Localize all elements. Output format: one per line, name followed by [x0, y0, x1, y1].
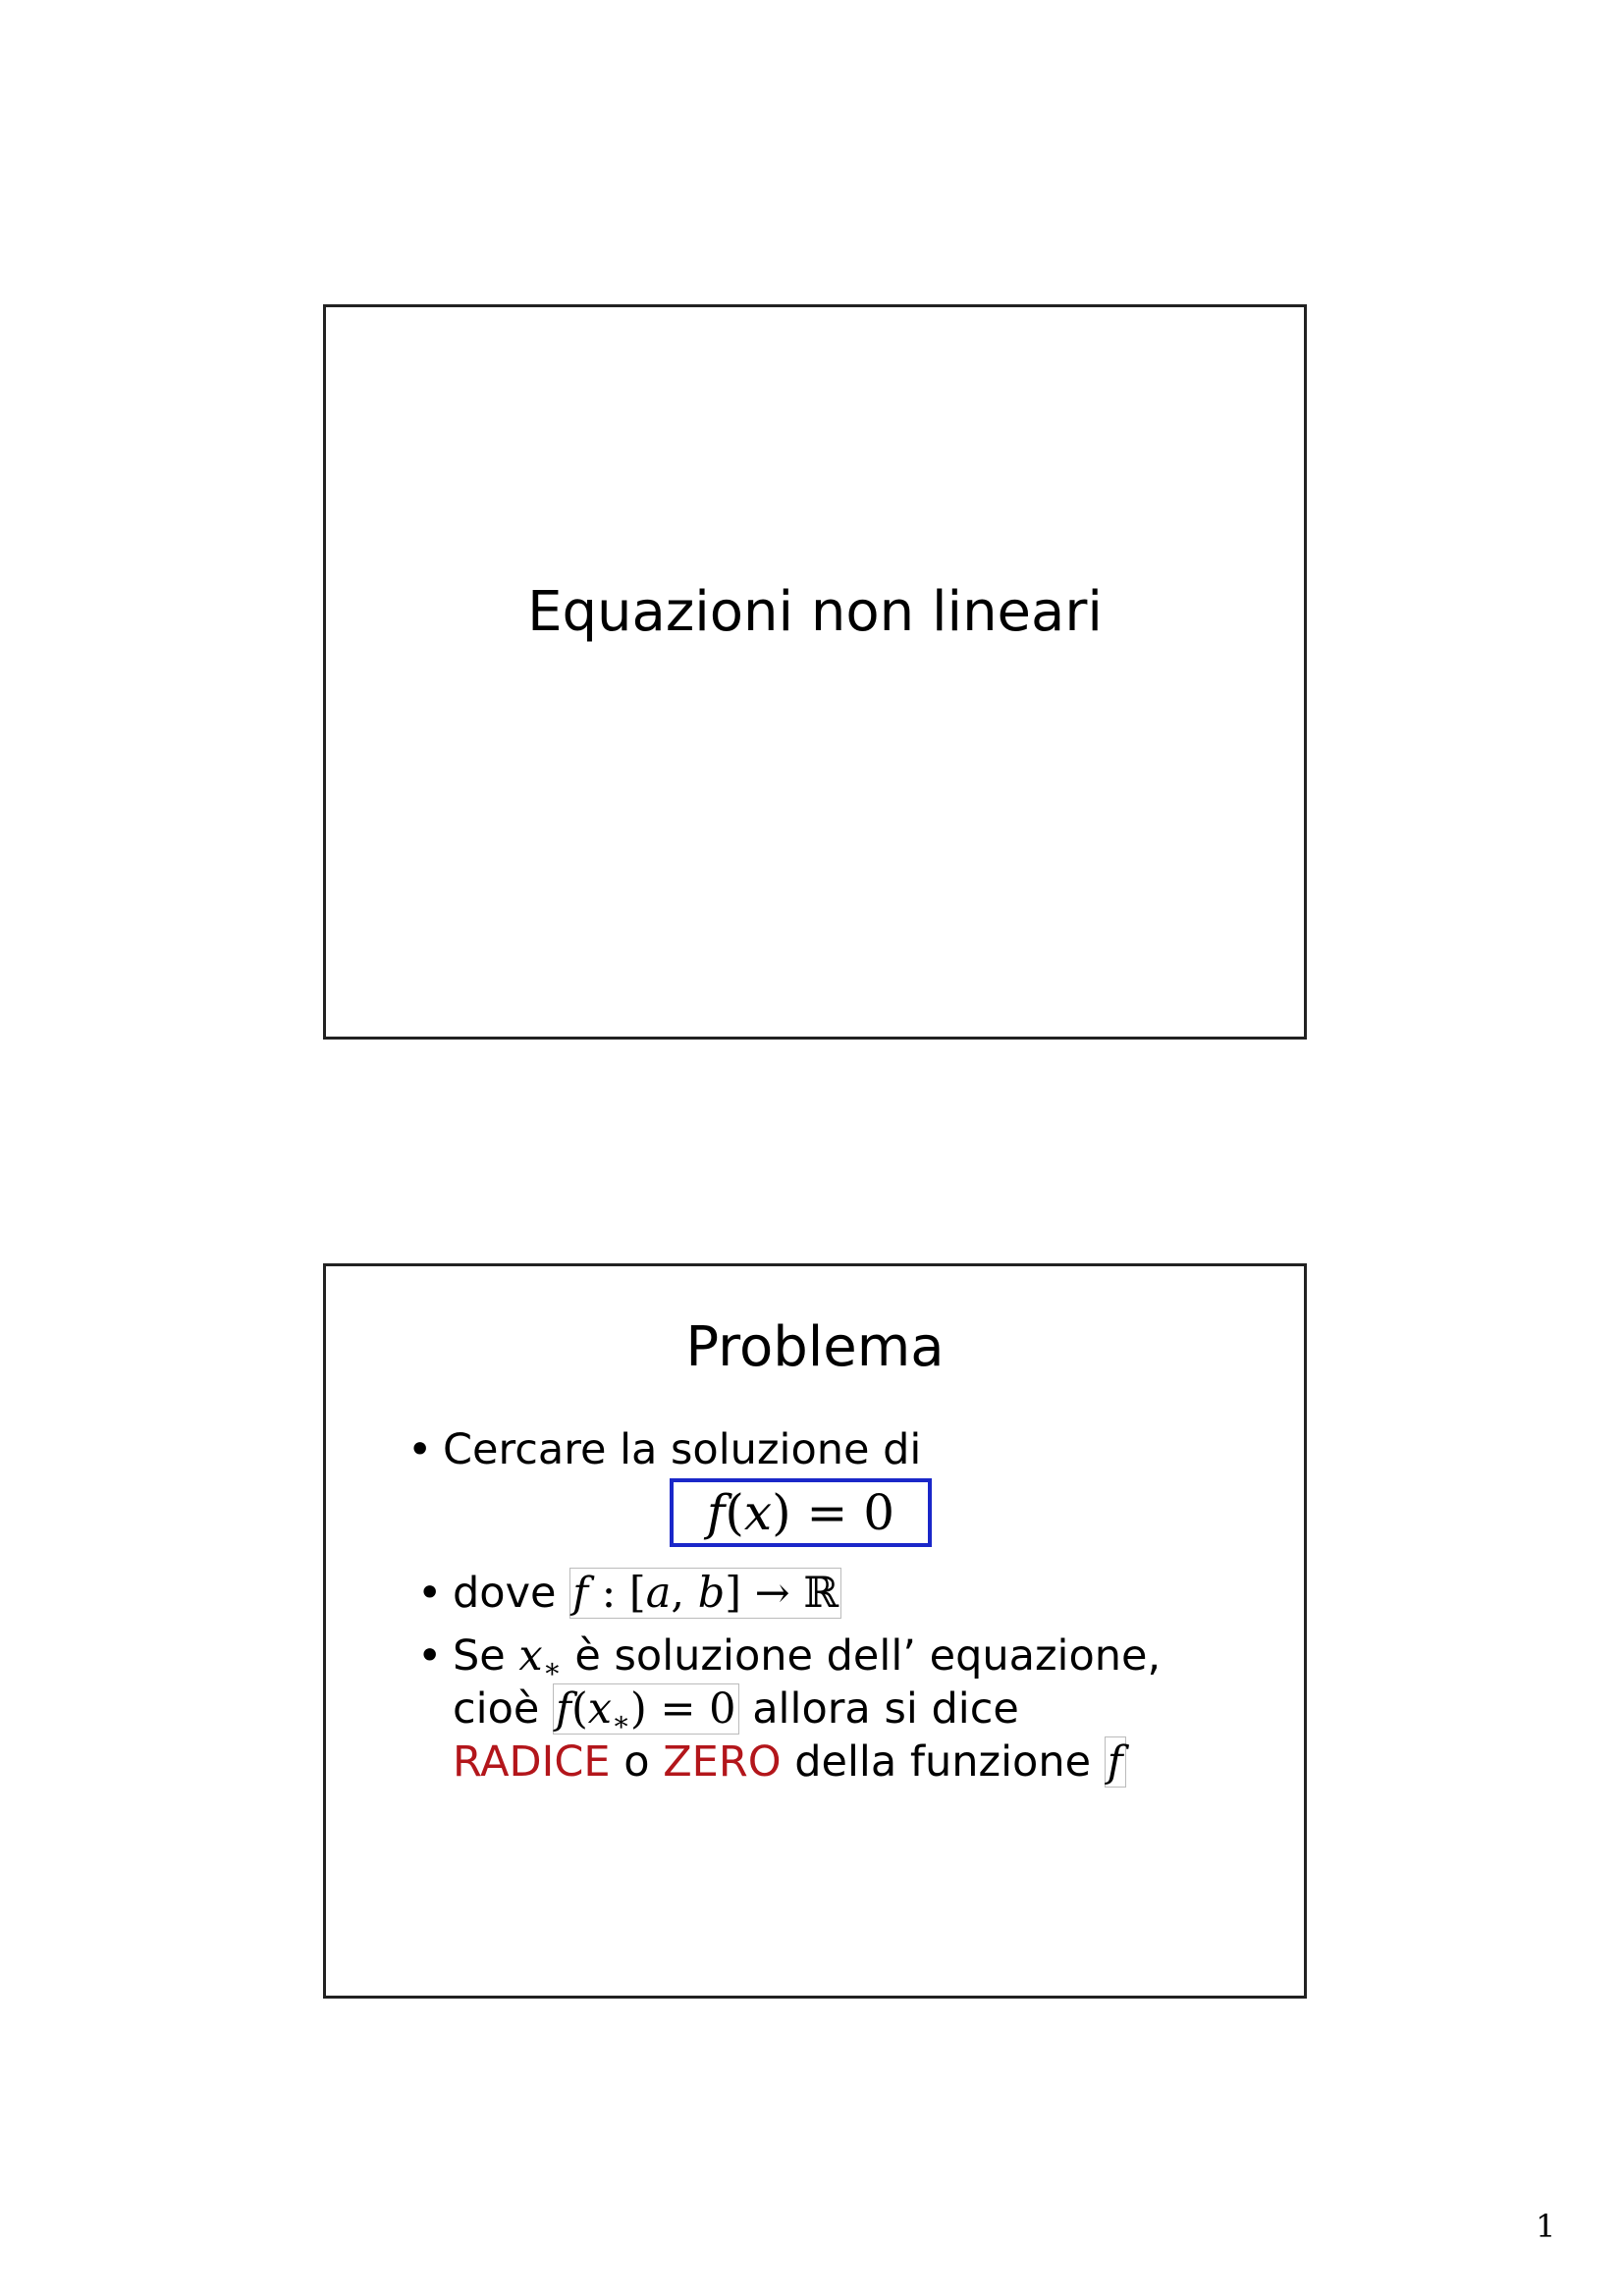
- bullet-1: [407, 1423, 921, 1476]
- slide-2: [323, 1263, 1307, 1999]
- bullet-dot: •: [407, 1425, 433, 1474]
- bullet-dot: •: [417, 1569, 443, 1618]
- function-symbol: f: [1105, 1736, 1126, 1788]
- bullet-text: dove: [453, 1569, 557, 1618]
- zero-term: ZERO: [663, 1737, 782, 1787]
- equation: f(x) = 0: [706, 1484, 895, 1541]
- root-symbol: $x_∗$: [518, 1631, 562, 1684]
- page-number: 1: [1536, 2208, 1556, 2245]
- bullet-3-line-3: RADICE o ZERO della funzione f: [453, 1735, 1126, 1789]
- bullet-3: • Se $x_∗$ è soluzione dell’ equazione,: [417, 1631, 1162, 1684]
- slide-title: Equazioni non lineari: [527, 580, 1103, 644]
- radice-term: RADICE: [453, 1737, 611, 1787]
- bullet-3-line-2: cioè $f(x_∗) = 0$ allora si dice: [453, 1684, 1019, 1737]
- slide-title: Problema: [685, 1315, 945, 1379]
- slide-1: [323, 304, 1307, 1040]
- bullet-2: [417, 1567, 841, 1620]
- domain-formula: f : [a, b] → ℝ: [569, 1568, 841, 1619]
- bullet-dot: •: [417, 1631, 443, 1681]
- equation-box: [670, 1478, 932, 1547]
- root-equation: $f(x_∗) = 0$: [553, 1683, 739, 1735]
- bullet-text: Cercare la soluzione di: [443, 1425, 922, 1474]
